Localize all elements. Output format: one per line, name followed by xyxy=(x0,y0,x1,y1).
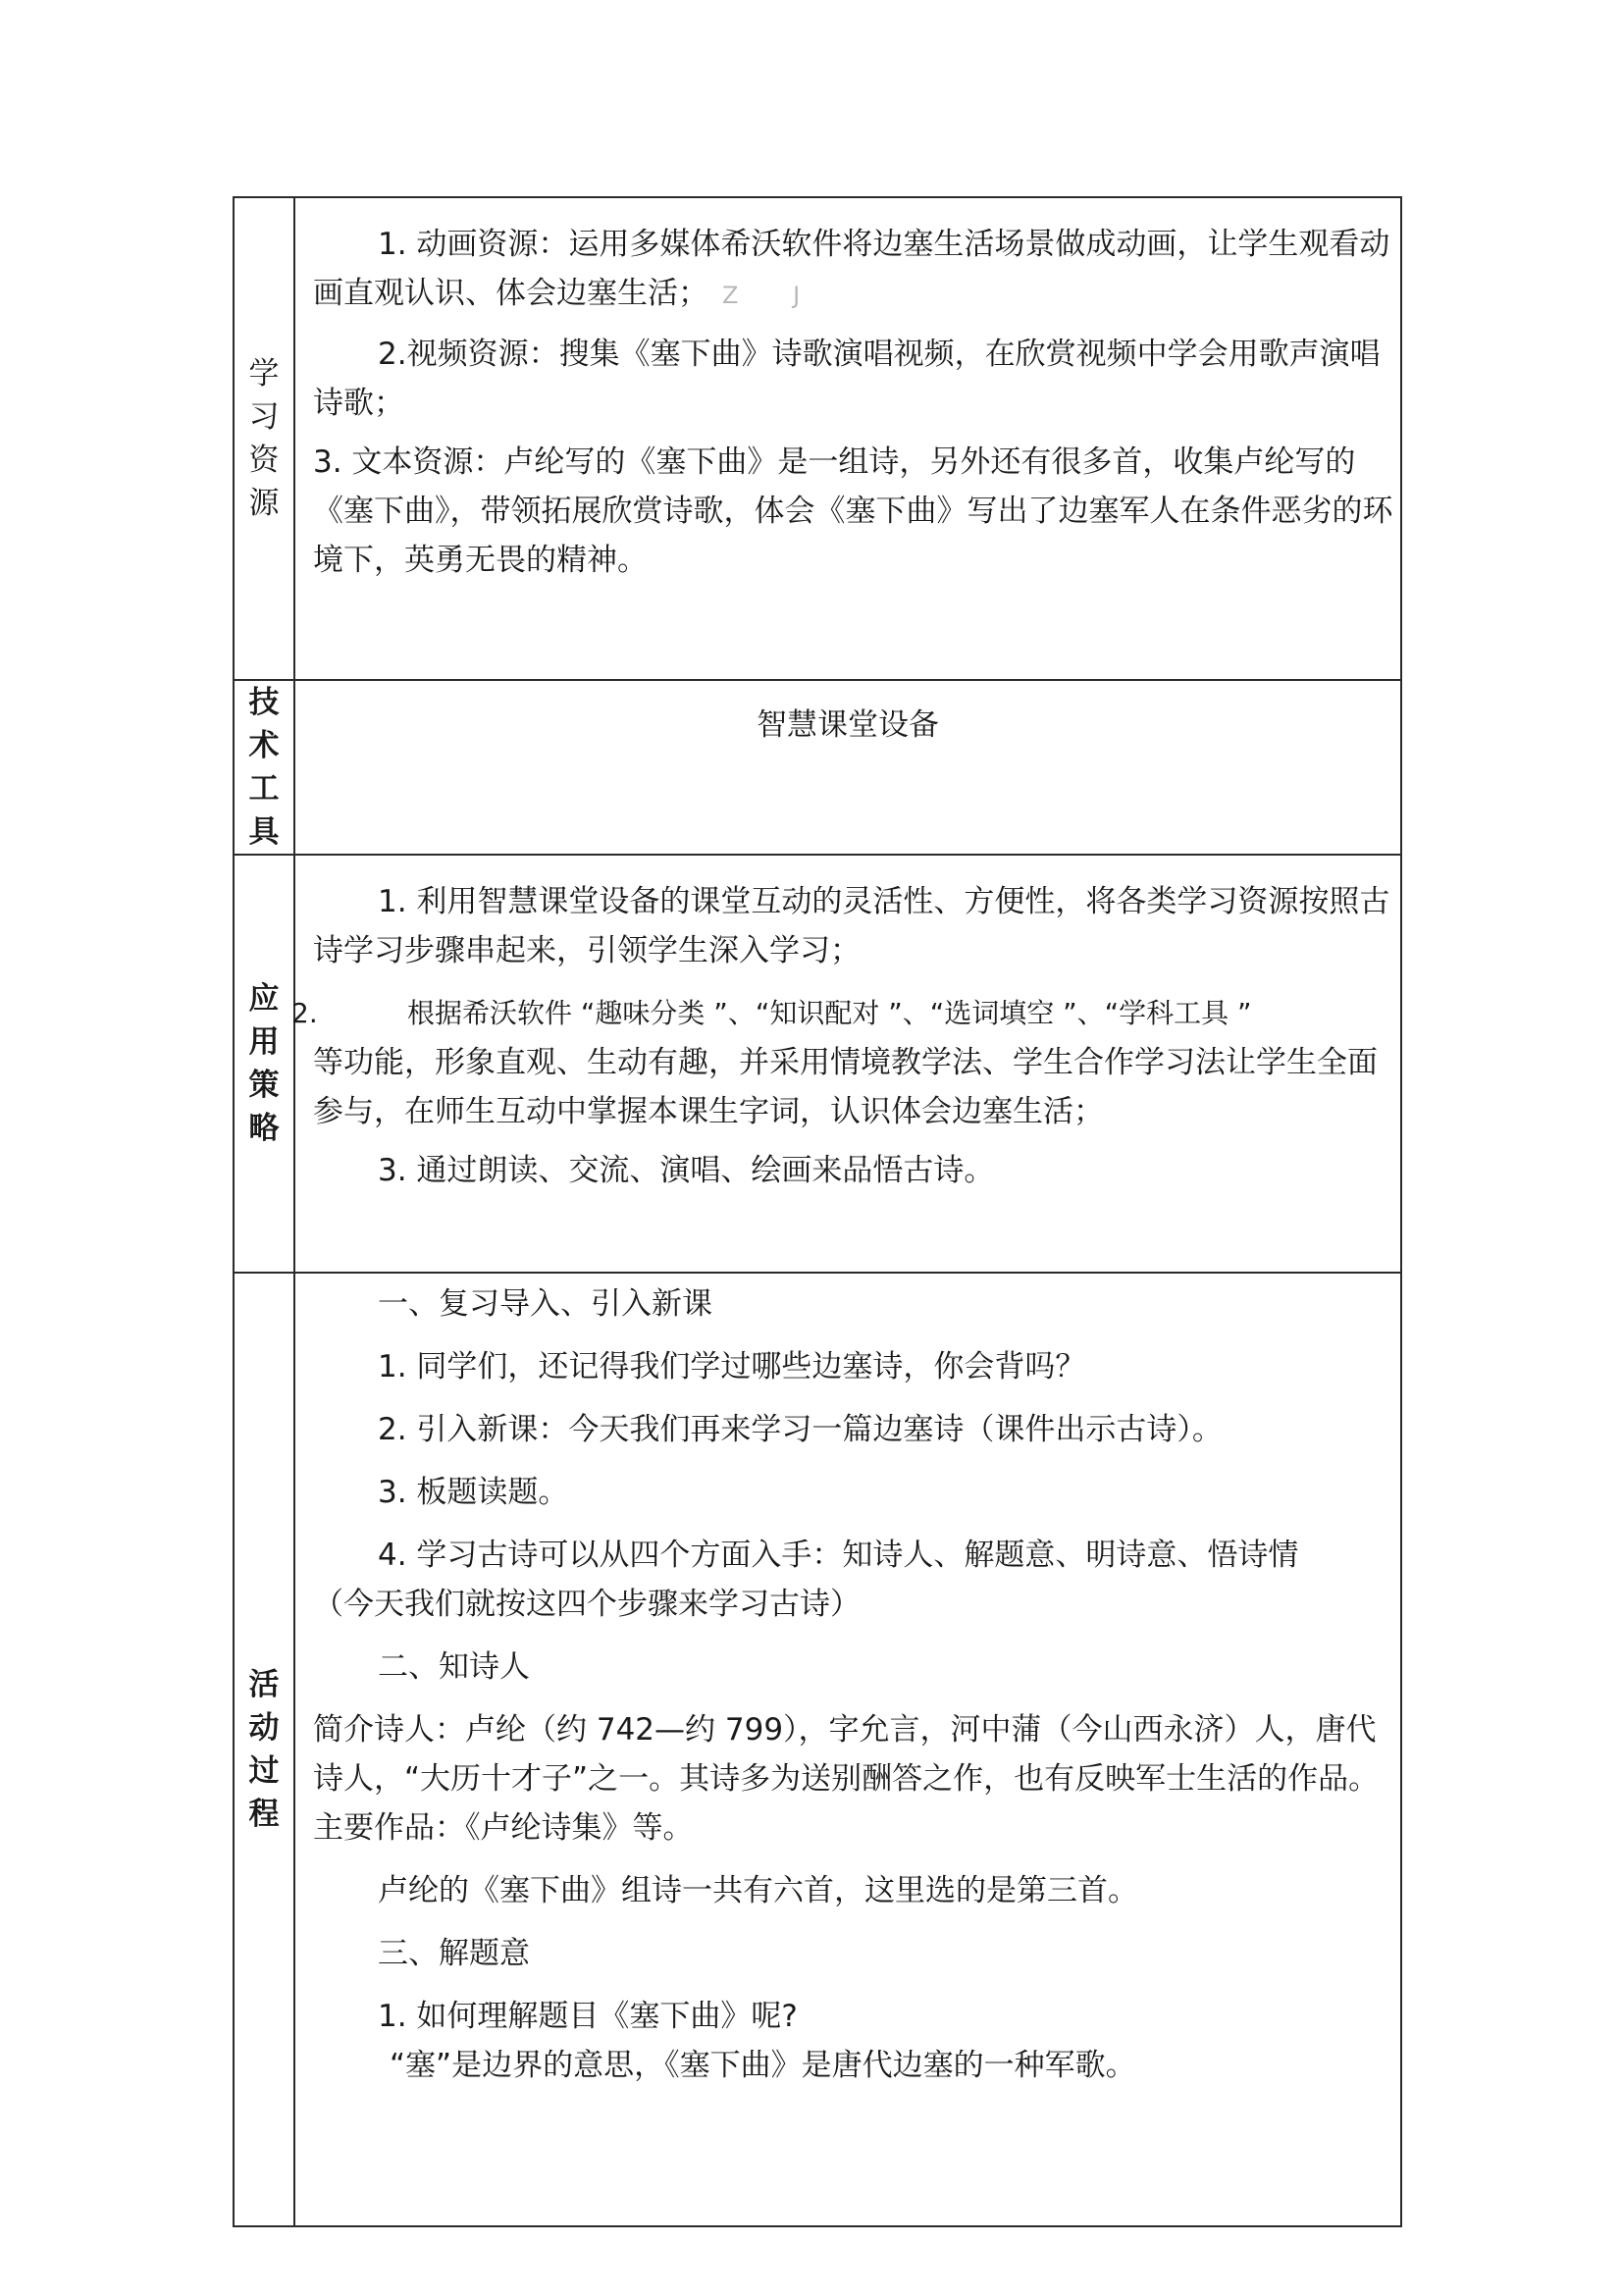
label-char: 源 xyxy=(248,486,280,521)
resources-content xyxy=(294,197,1401,680)
label-char: 程 xyxy=(248,1797,280,1832)
process-line-1: 一、复习导入、引入新课 xyxy=(378,1286,712,1322)
resource-item-3: 3. 文本资源：卢纶写的《塞下曲》是一组诗，另外还有很多首，收集卢纶写的《塞下曲》，带领拓展欣赏诗歌，体会《塞下曲》写出了边塞军人在条件恶劣的环境下，英勇无畏的精神。 xyxy=(313,444,1393,578)
faint-mark: Z J xyxy=(722,282,824,309)
process-line-8: 简介诗人：卢纶（约 742—约 799），字允言，河中蒲（今山西永济）人，唐代诗人，“大历十才子”之一。其诗多为送别酬答之作，也有反映军士生活的作品。主要作品：《卢纶诗集》等。 xyxy=(313,1712,1380,1846)
lesson-plan-table xyxy=(233,196,1402,2227)
resources-label-cell xyxy=(234,197,294,680)
label-char: 具 xyxy=(248,814,280,850)
process-line-10: 三、解题意 xyxy=(378,1936,530,1971)
strategy-item-2-rest: 等功能，形象直观、生动有趣，并采用情境教学法、学生合作学习法让学生全面参与，在师生互动中掌握本课生字词，认识体会边塞生活； xyxy=(313,1045,1378,1129)
label-char: 习 xyxy=(248,399,280,435)
process-label-cell xyxy=(234,1273,294,2226)
strategy-content xyxy=(291,855,1401,1273)
process-row xyxy=(234,1273,1401,2226)
tools-label-cell xyxy=(234,680,294,855)
strategy-item-2-first-line xyxy=(291,989,1400,1038)
label-char: 学 xyxy=(248,356,280,391)
process-line-6: （今天我们就按这四个步骤来学习古诗） xyxy=(313,1587,861,1622)
process-line-9: 卢纶的《塞下曲》组诗一共有六首，这里选的是第三首。 xyxy=(378,1873,1138,1908)
strategy-item-3: 3. 通过朗读、交流、演唱、绘画来品悟古诗。 xyxy=(378,1153,995,1188)
resource-item-1: 1. 动画资源：运用多媒体希沃软件将边塞生活场景做成动画，让学生观看动画直观认识、体会边塞生活； Z J xyxy=(313,227,1390,311)
tools-content: 智慧课堂设备 xyxy=(757,707,939,743)
strategy-item-2-text: 根据希沃软件 “趣味分类 ”、“知识配对 ”、“选词填空 ”、“学科工具 ” xyxy=(407,997,1252,1029)
label-char: 略 xyxy=(248,1111,280,1146)
label-char: 动 xyxy=(248,1710,280,1746)
label-char: 资 xyxy=(248,443,280,478)
process-line-5: 4. 学习古诗可以从四个方面入手：知诗人、解题意、明诗意、悟诗情 xyxy=(378,1538,1299,1573)
label-char: 用 xyxy=(248,1024,280,1060)
resource-item-2: 2.视频资源：搜集《塞下曲》诗歌演唱视频，在欣赏视频中学会用歌声演唱诗歌； xyxy=(313,337,1381,421)
process-line-11: 1. 如何理解题目《塞下曲》呢? xyxy=(378,1999,798,2034)
label-char: 工 xyxy=(248,771,280,807)
label-char: 活 xyxy=(248,1667,280,1702)
label-char: 策 xyxy=(248,1068,280,1103)
process-line-7: 二、知诗人 xyxy=(378,1649,530,1685)
process-label xyxy=(235,1663,293,1836)
tools-content-cell xyxy=(294,680,1401,855)
label-char: 应 xyxy=(248,981,280,1017)
process-line-3: 2. 引入新课：今天我们再来学习一篇边塞诗（课件出示古诗）。 xyxy=(378,1412,1223,1447)
label-char: 技 xyxy=(248,685,280,720)
process-line-12: “塞”是边界的意思，《塞下曲》是唐代边塞的一种军歌。 xyxy=(390,2048,1136,2083)
strategy-row xyxy=(234,855,1401,1273)
strategy-label-cell xyxy=(234,855,294,1273)
process-line-2: 1. 同学们，还记得我们学过哪些边塞诗，你会背吗？ xyxy=(378,1349,1086,1384)
resources-label xyxy=(235,352,293,525)
tools-row xyxy=(234,680,1401,855)
process-line-4: 3. 板题读题。 xyxy=(378,1475,569,1510)
label-char: 过 xyxy=(248,1753,280,1789)
strategy-label xyxy=(235,977,293,1150)
strategy-item-2-number: 2. xyxy=(291,997,318,1029)
resources-row xyxy=(234,197,1401,680)
label-char: 术 xyxy=(248,728,280,763)
tools-label xyxy=(235,681,293,854)
process-content xyxy=(294,1273,1401,2226)
strategy-item-1: 1. 利用智慧课堂设备的课堂互动的灵活性、方便性，将各类学习资源按照古诗学习步骤串起来，引领学生深入学习； xyxy=(313,884,1390,968)
